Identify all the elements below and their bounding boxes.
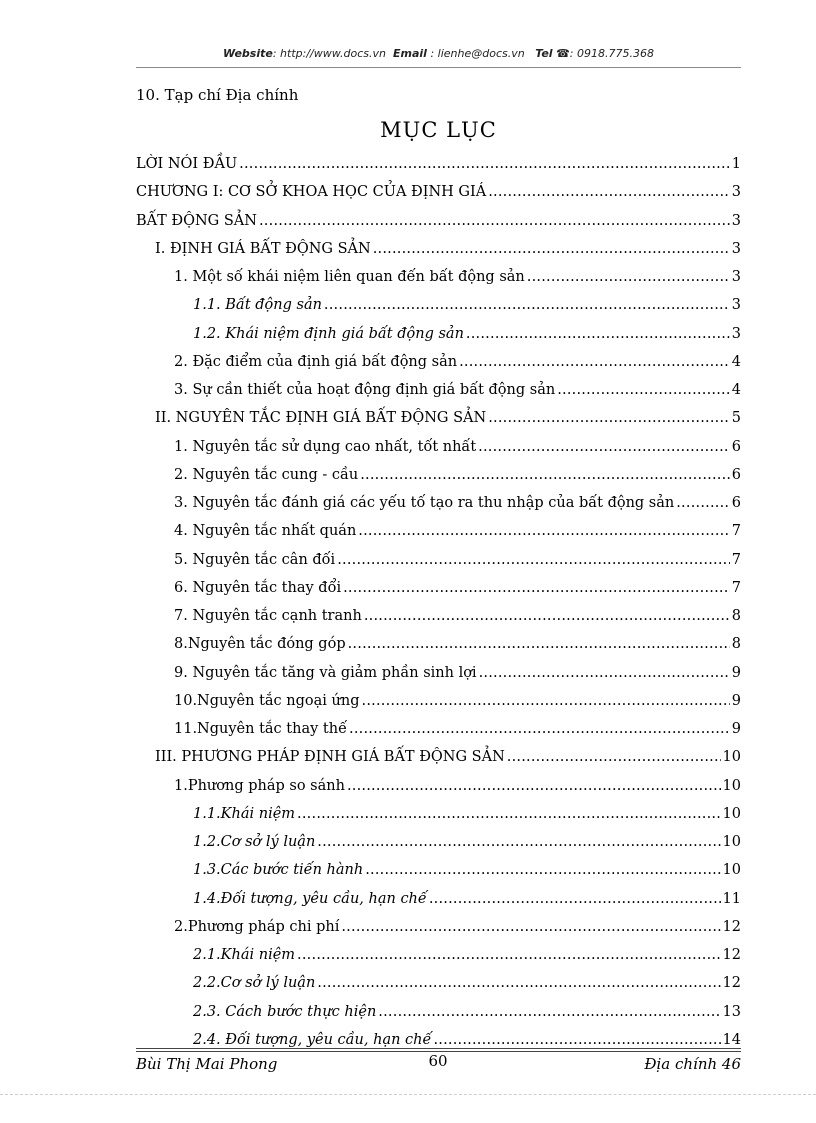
toc-entry[interactable] [136, 749, 741, 777]
toc-entry-page: 3 [731, 297, 741, 314]
toc-entry-page: 10 [722, 805, 741, 822]
toc-entry[interactable] [136, 778, 741, 806]
website-url: : http://www.docs.vn [272, 47, 387, 60]
toc-entry-label: 1.2. Khái niệm định giá bất động sản [193, 325, 464, 342]
toc-dot-leader [676, 495, 730, 511]
toc-dot-leader [433, 1032, 720, 1048]
toc-entry-page: 10 [722, 777, 741, 794]
toc-entry-page: 6 [731, 466, 741, 483]
toc-entry[interactable] [136, 410, 741, 438]
toc-entry-page: 7 [731, 523, 741, 540]
toc-dot-leader [358, 523, 729, 539]
toc-dot-leader [488, 410, 730, 426]
table-of-contents [136, 156, 741, 1060]
toc-entry[interactable] [136, 665, 741, 693]
toc-dot-leader [373, 241, 730, 257]
toc-dot-leader [324, 297, 730, 313]
toc-title: MỤC LỤC [380, 118, 497, 142]
toc-dot-leader [337, 552, 730, 568]
toc-entry-label: 1. Nguyên tắc sử dụng cao nhất, tốt nhất [174, 438, 477, 455]
toc-dot-leader [297, 806, 721, 822]
toc-entry-label: 1.4.Đối tượng, yêu cầu, hạn chế [193, 890, 427, 907]
toc-entry[interactable] [136, 636, 741, 664]
toc-entry[interactable] [136, 382, 741, 410]
toc-entry-page: 3 [731, 325, 741, 342]
toc-entry-label: 2.3. Cách bước thực hiện [193, 1003, 377, 1020]
toc-entry-label: 1.3.Các bước tiến hành [193, 862, 364, 879]
toc-entry[interactable] [136, 269, 741, 297]
toc-entry[interactable] [136, 806, 741, 834]
toc-entry-page: 3 [731, 269, 741, 285]
toc-entry[interactable] [136, 580, 741, 608]
toc-entry-page: 12 [722, 947, 741, 963]
email-label: Email [393, 47, 427, 60]
toc-dot-leader [557, 382, 730, 398]
toc-entry-page: 1 [731, 156, 741, 172]
toc-entry-label: II. NGUYÊN TẮC ĐỊNH GIÁ BẤT ĐỘNG SẢN [155, 410, 487, 427]
toc-entry-page: 12 [722, 918, 741, 935]
toc-dot-leader [507, 749, 721, 765]
tel-label: Tel [535, 47, 553, 60]
toc-entry-page: 10 [722, 862, 741, 879]
toc-entry-page: 14 [722, 1031, 741, 1048]
toc-entry-page: 5 [731, 410, 741, 427]
toc-entry-label: 2.Phương pháp chi phí [174, 918, 340, 935]
toc-dot-leader [349, 721, 730, 737]
toc-entry-label: 2. Nguyên tắc cung - cầu [174, 466, 359, 483]
toc-dot-leader [297, 947, 721, 963]
toc-entry[interactable] [136, 947, 741, 975]
toc-entry[interactable] [136, 693, 741, 721]
footer-class-name: Địa chính 46 [644, 1055, 741, 1073]
tel-number: : 0918.775.368 [569, 47, 654, 60]
toc-dot-leader [378, 1004, 720, 1020]
page-header [136, 47, 741, 60]
toc-entry-label: 1.1.Khái niệm [193, 805, 296, 822]
toc-entry-page: 3 [731, 240, 741, 257]
toc-dot-leader [341, 919, 720, 935]
toc-dot-leader [362, 693, 730, 709]
toc-dot-leader [347, 778, 721, 794]
toc-entry-label: 1.1. Bất động sản [193, 297, 322, 314]
toc-entry-page: 8 [731, 636, 741, 653]
toc-entry-label: 1.2.Cơ sở lý luận [193, 834, 316, 850]
toc-entry-page: 7 [731, 551, 741, 568]
toc-dot-leader [348, 636, 730, 652]
toc-entry[interactable] [136, 552, 741, 580]
toc-entry[interactable] [136, 467, 741, 495]
toc-entry[interactable] [136, 326, 741, 354]
toc-entry-label: 11.Nguyên tắc thay thế [174, 721, 347, 737]
toc-entry[interactable] [136, 354, 741, 382]
page-bottom-border [0, 1094, 816, 1095]
toc-entry-label: CHƯƠNG I: CƠ SỞ KHOA HỌC CỦA ĐỊNH GIÁ [136, 184, 487, 201]
toc-entry-page: 9 [731, 721, 741, 737]
toc-entry-page: 6 [731, 438, 741, 455]
toc-dot-leader [239, 156, 730, 172]
toc-entry-label: 1.Phương pháp so sánh [174, 777, 345, 794]
toc-dot-leader [343, 580, 730, 596]
toc-entry[interactable] [136, 241, 741, 269]
toc-entry[interactable] [136, 495, 741, 523]
toc-entry-page: 4 [731, 382, 741, 398]
toc-entry[interactable] [136, 891, 741, 919]
toc-entry-label: 3. Sự cần thiết của hoạt động định giá bất động sản [174, 382, 556, 398]
toc-entry[interactable] [136, 608, 741, 636]
toc-entry-page: 8 [731, 608, 741, 624]
toc-dot-leader [259, 213, 730, 229]
toc-entry-page: 3 [731, 184, 741, 201]
toc-entry-label: 8.Nguyên tắc đóng góp [174, 636, 346, 653]
toc-dot-leader [459, 354, 730, 370]
toc-entry[interactable] [136, 721, 741, 749]
toc-entry-label: 2.1.Khái niệm [193, 947, 296, 963]
toc-entry[interactable] [136, 439, 741, 467]
toc-entry[interactable] [136, 862, 741, 890]
phone-icon: ☎ [556, 47, 570, 60]
toc-entry-label: LỜI NÓI ĐẦU [136, 156, 238, 172]
toc-entry-page: 7 [731, 579, 741, 596]
toc-entry[interactable] [136, 523, 741, 551]
toc-entry-label: 1. Một số khái niệm liên quan đến bất động sản [174, 269, 525, 285]
footer-page-number: 60 [428, 1052, 448, 1070]
reference-line: 10. Tạp chí Địa chính [136, 86, 299, 104]
toc-entry-page: 4 [731, 353, 741, 370]
toc-entry-label: 9. Nguyên tắc tăng và giảm phần sinh lợi [174, 664, 477, 681]
footer-author: Bùi Thị Mai Phong [136, 1055, 278, 1073]
toc-dot-leader [317, 834, 720, 850]
header-divider [136, 67, 741, 68]
toc-entry-page: 6 [731, 495, 741, 511]
toc-entry-label: III. PHƯƠNG PHÁP ĐỊNH GIÁ BẤT ĐỘNG SẢN [155, 749, 505, 766]
toc-entry-label: BẤT ĐỘNG SẢN [136, 212, 257, 229]
toc-entry-label: 5. Nguyên tắc cân đối [174, 551, 336, 568]
toc-entry-label: 3. Nguyên tắc đánh giá các yếu tố tạo ra thu nhập của bất động sản [174, 495, 675, 511]
toc-dot-leader [478, 439, 730, 455]
toc-entry[interactable] [136, 156, 741, 184]
toc-entry[interactable] [136, 213, 741, 241]
toc-dot-leader [365, 862, 720, 878]
email-address: : lienhe@docs.vn [426, 47, 525, 60]
toc-entry-label: 6. Nguyên tắc thay đổi [174, 579, 342, 596]
toc-entry-page: 10 [722, 834, 741, 850]
toc-entry-page: 3 [731, 212, 741, 229]
toc-entry-page: 13 [722, 1003, 741, 1020]
toc-dot-leader [488, 184, 730, 200]
toc-dot-leader [364, 608, 730, 624]
toc-entry[interactable] [136, 1004, 741, 1032]
footer-divider [136, 1048, 741, 1049]
toc-entry-label: 4. Nguyên tắc nhất quán [174, 523, 357, 540]
toc-entry-page: 10 [722, 749, 741, 766]
toc-entry[interactable] [136, 919, 741, 947]
website-label: Website [223, 47, 273, 60]
toc-dot-leader [527, 269, 730, 285]
toc-entry-page: 9 [731, 692, 741, 709]
toc-entry-label: 2. Đặc điểm của định giá bất động sản [174, 353, 458, 370]
toc-dot-leader [317, 975, 720, 991]
toc-entry-label: I. ĐỊNH GIÁ BẤT ĐỘNG SẢN [155, 240, 371, 257]
toc-entry-label: 7. Nguyên tắc cạnh tranh [174, 608, 362, 624]
toc-dot-leader [466, 326, 730, 342]
toc-entry[interactable] [136, 184, 741, 212]
toc-dot-leader [429, 891, 721, 907]
toc-entry-page: 11 [722, 890, 741, 907]
toc-entry[interactable] [136, 297, 741, 325]
toc-dot-leader [360, 467, 730, 483]
toc-entry[interactable] [136, 834, 741, 862]
toc-entry-label: 2.4. Đối tượng, yêu cầu, hạn chế [193, 1031, 432, 1048]
toc-entry[interactable] [136, 975, 741, 1003]
toc-entry-label: 2.2.Cơ sở lý luận [193, 975, 316, 992]
toc-entry-label: 10.Nguyên tắc ngoại ứng [174, 692, 360, 709]
toc-entry-page: 12 [722, 975, 741, 992]
toc-dot-leader [479, 665, 730, 681]
toc-entry-page: 9 [731, 664, 741, 681]
